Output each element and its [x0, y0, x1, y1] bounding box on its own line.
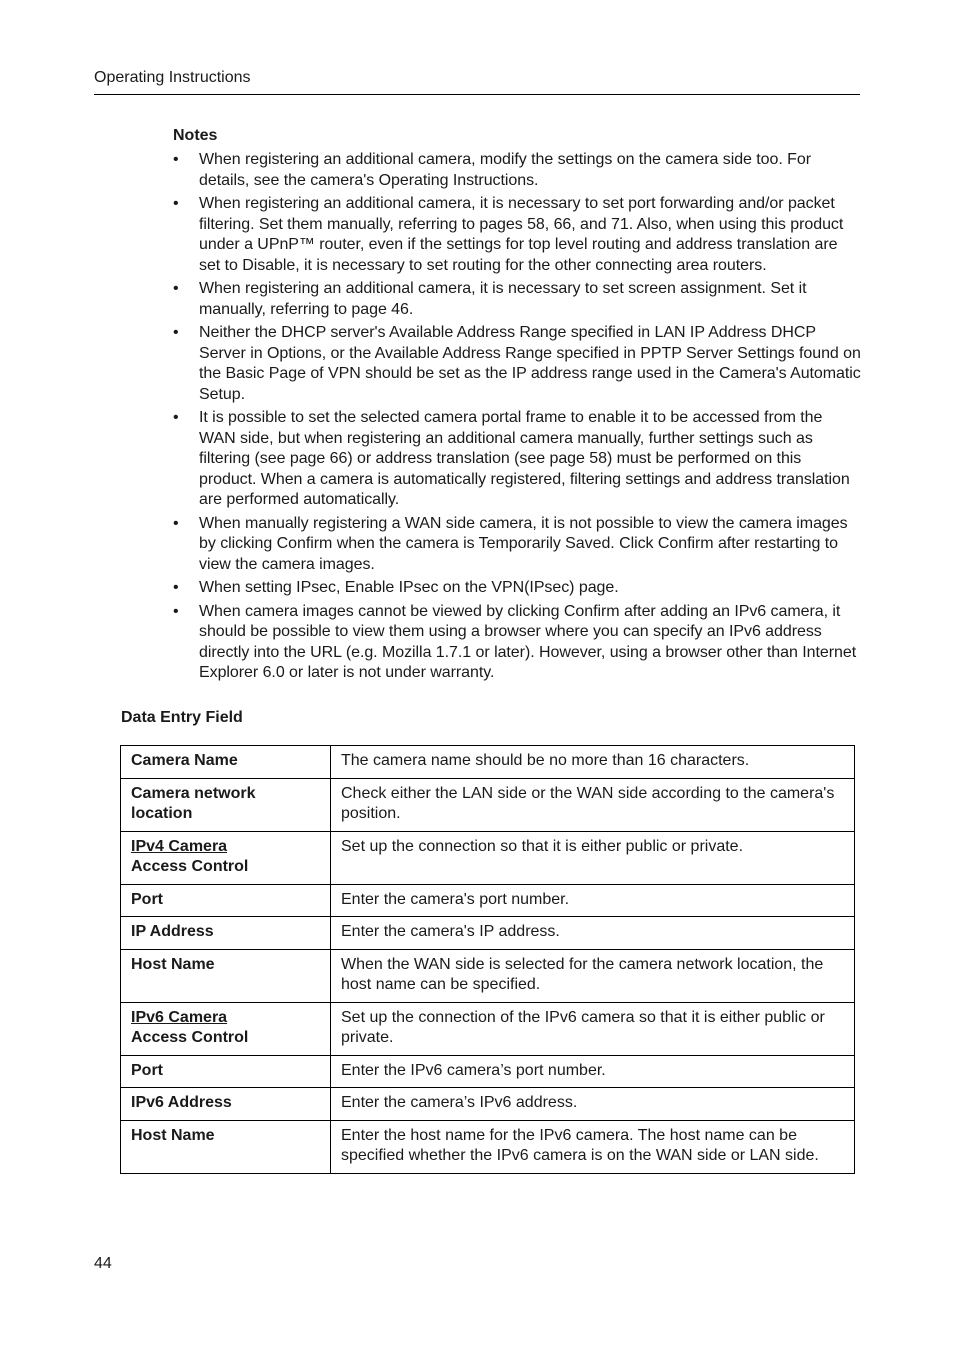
field-name-text: Access Control — [131, 1029, 249, 1046]
field-name — [121, 1088, 331, 1121]
table-row — [121, 1120, 855, 1173]
field-name-text: Host Name — [131, 1126, 215, 1144]
field-name-text: Camera network location — [131, 784, 256, 822]
field-name-text: IPv6 Address — [131, 1094, 232, 1111]
ipv4-camera-link[interactable]: IPv4 Camera — [131, 837, 228, 855]
field-name — [121, 746, 331, 779]
list-item — [173, 578, 863, 599]
note-text: When camera images cannot be viewed by clicking Confirm after adding an IPv6 camera, it should be possible to view them using a browser where you can specify an IPv6 address directly into the URL (e.g. Mozilla 1.7.1 or later). However, using a browser other than Internet Explorer 6.0 or later is not under warranty. — [199, 602, 857, 681]
table-row — [121, 949, 855, 1002]
bullet-icon: • — [173, 514, 179, 532]
field-name — [121, 1055, 331, 1088]
list-item — [173, 323, 863, 405]
field-description: The camera name should be no more than 16 characters. — [331, 746, 855, 779]
note-text: It is possible to set the selected camera portal frame to enable it to be accessed from the WAN side, but when registering an additional camera manually, further settings such as filtering (see page 66) or address translation (see page 58) must be performed on this product. When a camera is automatically registered, filtering settings and address translation are performed automatically. — [199, 409, 850, 508]
field-name — [121, 778, 331, 831]
field-name-text: Camera Name — [131, 752, 238, 769]
note-text: When manually registering a WAN side camera, it is not possible to view the camera images by clicking Confirm when the camera is Temporarily Saved. Click Confirm after restarting to view the camera images. — [199, 514, 848, 573]
list-item — [173, 514, 863, 576]
field-description: Enter the camera’s IPv6 address. — [331, 1088, 855, 1121]
table-row — [121, 884, 855, 917]
list-item — [173, 194, 863, 276]
running-header: Operating Instructions — [94, 68, 860, 95]
bullet-icon: • — [173, 151, 179, 168]
list-item — [173, 408, 863, 511]
note-text: When registering an additional camera, it is necessary to set screen assignment. Set it manually, referring to page 46. — [199, 280, 807, 318]
note-text: When setting IPsec, Enable IPsec on the VPN(IPsec) page. — [199, 579, 619, 596]
table-row — [121, 1088, 855, 1121]
field-name — [121, 831, 331, 884]
data-entry-table — [120, 745, 855, 1174]
note-text: When registering an additional camera, it is necessary to set port forwarding and/or packet filtering. Set them manually, referring to pages 58, 66, and 71. Also, when using this product under a UPnP™ router, even if the settings for top level routing and address translation are set to Disable, it is necessary to set routing for the other connecting area routers. — [199, 195, 844, 274]
list-item — [173, 602, 863, 684]
field-description: Enter the camera's IP address. — [331, 917, 855, 950]
field-description: Set up the connection of the IPv6 camera so that it is either public or private. — [331, 1002, 855, 1055]
field-description: Check either the LAN side or the WAN side according to the camera's position. — [331, 778, 855, 831]
field-name-text: Host Name — [131, 955, 215, 973]
table-row — [121, 831, 855, 884]
field-name-text: Port — [131, 1061, 163, 1079]
table-row — [121, 746, 855, 779]
field-description: Enter the host name for the IPv6 camera. The host name can be specified whether the IPv6 camera is on the WAN side or LAN side. — [331, 1120, 855, 1173]
field-name — [121, 949, 331, 1002]
bullet-icon: • — [173, 280, 179, 297]
note-text: When registering an additional camera, modify the settings on the camera side too. For details, see the camera's Operating Instructions. — [199, 151, 812, 189]
bullet-icon: • — [173, 579, 179, 596]
table-row — [121, 917, 855, 950]
table-row — [121, 1002, 855, 1055]
table-row — [121, 1055, 855, 1088]
field-description: Enter the camera's port number. — [331, 884, 855, 917]
field-description: When the WAN side is selected for the camera network location, the host name can be specified. — [331, 949, 855, 1002]
field-description: Enter the IPv6 camera’s port number. — [331, 1055, 855, 1088]
note-text: Neither the DHCP server's Available Address Range specified in LAN IP Address DHCP Server in Options, or the Available Address Range specified in PPTP Server Settings found on the Basic Page of VPN should be set as the IP address range used in the Camera's Automatic Setup. — [199, 324, 861, 403]
bullet-icon: • — [173, 602, 179, 620]
notes-list — [173, 150, 863, 684]
notes-title: Notes — [173, 127, 218, 144]
field-name — [121, 1002, 331, 1055]
field-name-text: IP Address — [131, 923, 214, 940]
field-description: Set up the connection so that it is either public or private. — [331, 831, 855, 884]
field-name — [121, 884, 331, 917]
field-name-text: Access Control — [131, 858, 249, 875]
bullet-icon: • — [173, 324, 179, 341]
list-item — [173, 150, 863, 191]
ipv6-camera-link[interactable]: IPv6 Camera — [131, 1008, 228, 1026]
bullet-icon: • — [173, 195, 179, 212]
list-item — [173, 279, 863, 320]
data-entry-title: Data Entry Field — [121, 709, 243, 726]
page-number: 44 — [94, 1255, 112, 1272]
bullet-icon: • — [173, 409, 179, 426]
table-row — [121, 778, 855, 831]
field-name — [121, 1120, 331, 1173]
field-name — [121, 917, 331, 950]
notes-section — [173, 126, 863, 687]
field-name-text: Port — [131, 890, 163, 908]
